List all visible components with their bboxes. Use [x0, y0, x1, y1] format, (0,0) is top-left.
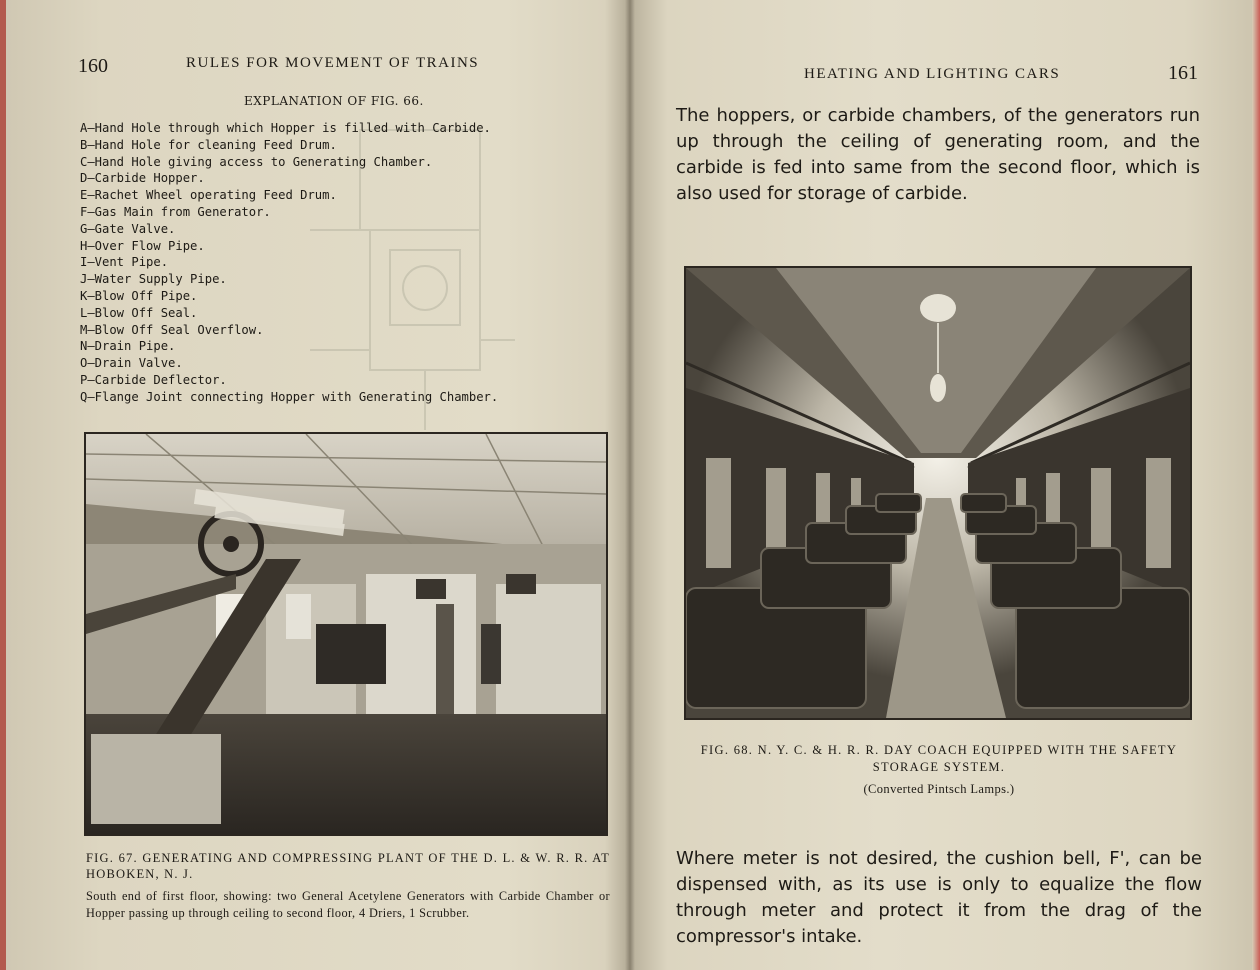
legend-item: D—Carbide Hopper.	[80, 171, 205, 186]
legend-item: M—Blow Off Seal Overflow.	[80, 322, 264, 337]
figure-67-caption: FIG. 67. GENERATING AND COMPRESSING PLANT OF THE D. L. & W. R. R. AT HOBOKEN, N. J.	[86, 851, 610, 881]
legend-item: F—Gas Main from Generator.	[80, 204, 271, 219]
legend-item: J—Water Supply Pipe.	[80, 272, 227, 287]
right-page	[632, 0, 1260, 970]
legend-item: L—Blow Off Seal.	[80, 305, 198, 320]
legend-item: P—Carbide Deflector.	[80, 372, 227, 387]
legend-item: O—Drain Valve.	[80, 356, 183, 371]
figure-68-caption: FIG. 68. N. Y. C. & H. R. R. DAY COACH EQUIPPED WITH THE SAFETY STORAGE SYSTEM.	[700, 743, 1178, 774]
figure-68-photo	[684, 266, 1192, 720]
legend-item: N—Drain Pipe.	[80, 339, 176, 354]
figure-67-photo	[84, 432, 608, 836]
running-head-left: RULES FOR MOVEMENT OF TRAINS	[186, 55, 480, 71]
legend-item: E—Rachet Wheel operating Feed Drum.	[80, 188, 337, 203]
explanation-title: EXPLANATION OF FIG. 66.	[244, 94, 424, 108]
paragraph-top: The hoppers, or carbide chambers, of the generators run up through the ceiling of generating room, and the carbide is fed into same from the second floor, which is also used for storage of carbide.	[676, 105, 1200, 204]
legend-item: H—Over Flow Pipe.	[80, 238, 205, 253]
legend-item: I—Vent Pipe.	[80, 255, 169, 270]
legend-item: K—Blow Off Pipe.	[80, 288, 198, 303]
left-page	[0, 0, 628, 970]
legend-item: Q—Flange Joint connecting Hopper with Generating Chamber.	[80, 389, 499, 404]
paragraph-bottom: Where meter is not desired, the cushion bell, F', can be dispensed with, as its use is only to equalize the flow through meter and protect it from the drag of the compressor's intake.	[676, 848, 1202, 947]
legend-item: C—Hand Hole giving access to Generating Chamber.	[80, 154, 433, 169]
figure-67-subcaption: South end of first floor, showing: two General Acetylene Generators with Carbide Chamber or Hopper passing up through ceiling to second floor, 4 Driers, 1 Scrubber.	[86, 889, 610, 920]
figure-legend	[80, 120, 498, 406]
legend-item: B—Hand Hole for cleaning Feed Drum.	[80, 137, 337, 152]
legend-item: G—Gate Valve.	[80, 221, 176, 236]
running-head-right: HEATING AND LIGHTING CARS	[804, 66, 1061, 82]
figure-68-subcaption: (Converted Pintsch Lamps.)	[863, 782, 1015, 796]
legend-item: A—Hand Hole through which Hopper is filled with Carbide.	[80, 121, 491, 135]
page-number-left: 160	[78, 55, 108, 77]
page-number-right: 161	[1168, 62, 1198, 84]
